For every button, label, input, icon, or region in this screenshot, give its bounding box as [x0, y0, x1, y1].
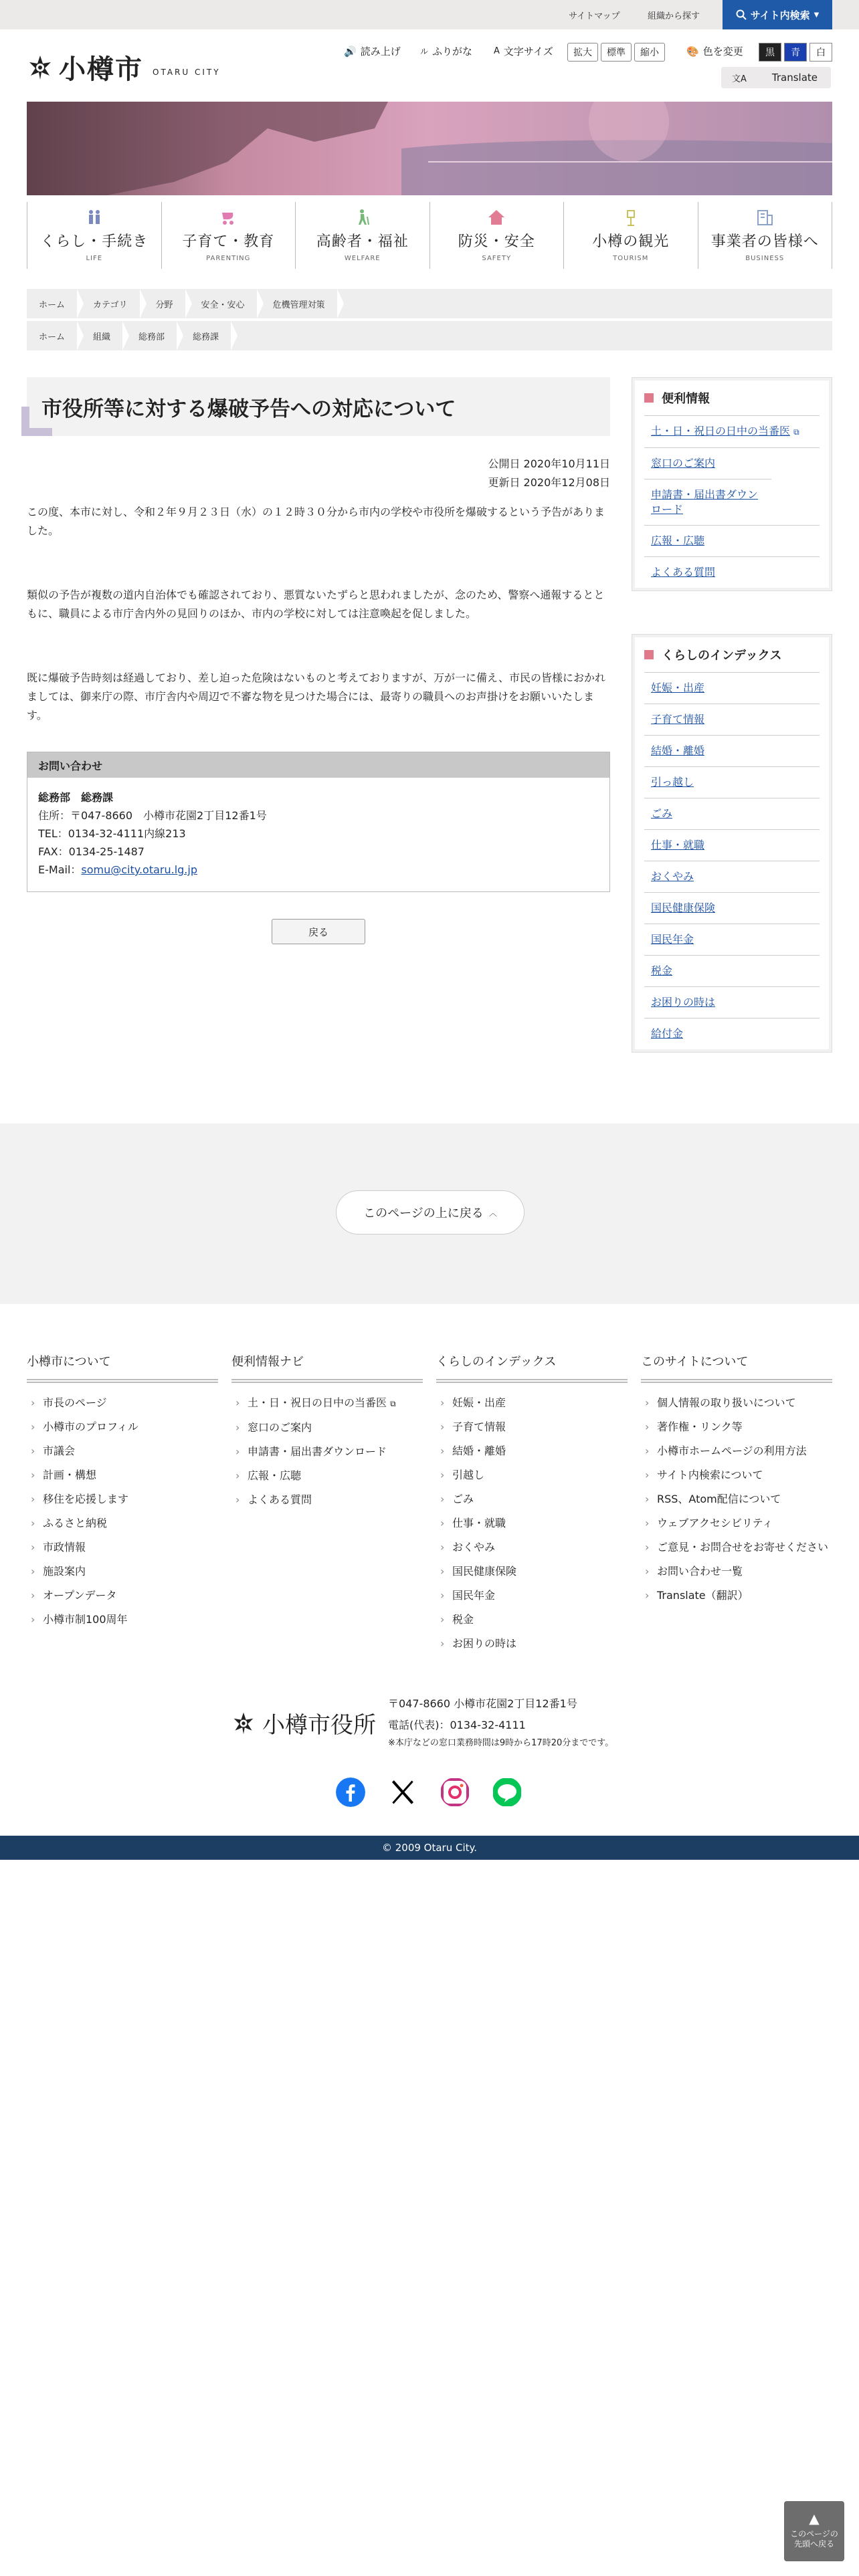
footer-col-title: 小樽市について: [27, 1352, 218, 1383]
footer-link[interactable]: › 移住を応援します: [27, 1487, 218, 1511]
copyright-text: © 2009 Otaru City.: [381, 1842, 478, 1854]
external-link-icon: ⧉: [793, 427, 799, 437]
sidebar-link[interactable]: 国民年金: [651, 933, 694, 946]
footer-col-title: 便利情報ナビ: [231, 1352, 423, 1383]
font-small-button[interactable]: 縮小: [634, 43, 665, 62]
contact-dept: 総務部 総務課: [38, 791, 114, 804]
logo-en: OTARU CITY: [153, 67, 221, 77]
footer-col-about: [27, 1352, 218, 1632]
footer-link[interactable]: › 広報・広聴: [231, 1464, 423, 1488]
triangle-up-icon: ▲: [809, 2510, 820, 2527]
site-search-label: サイト内検索: [750, 9, 810, 21]
nav-business-label: 事業者の皆様へ: [710, 233, 819, 250]
footer-tel: 電話(代表)：0134-32-4111: [388, 1719, 526, 1731]
sidebar-life-index: [632, 634, 832, 1053]
footer-link[interactable]: › 小樽市のプロフィル: [27, 1415, 218, 1439]
sidebar-item: [644, 1018, 820, 1049]
stroller-icon: [219, 209, 237, 226]
footer-col-life: [436, 1352, 628, 1656]
sidebar-item: [644, 924, 820, 955]
footer-address-line: 〒047-8660 小樽市花園2丁目12番1号: [388, 1697, 577, 1710]
translate-icon: 文A: [732, 74, 747, 84]
nav-business[interactable]: [698, 202, 833, 269]
footer-logo: [231, 1707, 376, 1739]
footer-link[interactable]: › 市長のページ: [27, 1391, 218, 1415]
breadcrumb-organization: [27, 321, 832, 350]
footer-link[interactable]: › おくやみ: [436, 1535, 628, 1560]
sidebar-item: [644, 892, 820, 924]
sidebar-link[interactable]: 国民健康保険: [651, 901, 716, 914]
breadcrumb-item[interactable]: 安全・安心: [189, 289, 261, 318]
heading-marker-icon: [644, 650, 654, 659]
contact-email-label: E-Mail：: [38, 863, 82, 876]
heading-marker-icon: [644, 393, 654, 403]
page-dates: [488, 455, 610, 492]
furigana-button[interactable]: [420, 44, 472, 58]
footer-logo-text: 小樽市役所: [262, 1712, 376, 1739]
family-icon: [86, 209, 103, 226]
contact-box: [27, 752, 610, 892]
footer-link[interactable]: › 著作権・リンク等: [641, 1415, 832, 1439]
footer-link[interactable]: › オープンデータ: [27, 1584, 218, 1608]
nav-tourism-label: 小樽の観光: [592, 233, 670, 250]
breadcrumb-item[interactable]: 危機管理対策: [261, 289, 341, 318]
footer-link[interactable]: › 税金: [436, 1608, 628, 1632]
sidebar-link[interactable]: 税金: [651, 964, 673, 977]
body-paragraph-3: 既に爆破予告時刻は経過しており、差し迫った危険はないものと考えておりますが、万が一に備え、市民の皆様におかれましては、御来庁の際、市庁舎内や周辺で不審な物を見つけた場合には、最寄りの職員へのお声掛けをお願いいたします。: [27, 671, 605, 722]
nav-safety-label: 防災・安全: [458, 233, 535, 250]
sidebar-item: [644, 798, 820, 829]
palette-icon: 🎨: [686, 45, 699, 58]
sidebar-link[interactable]: 結婚・離婚: [651, 744, 705, 757]
city-emblem-icon: [27, 54, 54, 81]
site-logo[interactable]: [27, 48, 221, 86]
sidebar-link[interactable]: 仕事・就職: [651, 839, 705, 851]
updated-date: 更新日 2020年12月08日: [488, 476, 610, 489]
nav-parenting[interactable]: [161, 202, 296, 269]
nav-safety[interactable]: [430, 202, 564, 269]
sidebar-item: [644, 829, 820, 861]
footer-link[interactable]: › ふるさと納税: [27, 1511, 218, 1535]
site-search-button[interactable]: [723, 0, 832, 29]
page-title: 市役所等に対する爆破予告への対応について: [41, 397, 456, 421]
copyright-bar: [0, 1836, 859, 1860]
sidebar-life-title: くらしのインデックス: [662, 649, 782, 663]
contact-fax: FAX：0134-25-1487: [38, 845, 145, 858]
footer-link[interactable]: › 小樽市ホームページの利用方法: [641, 1439, 832, 1463]
sidebar-item: [644, 525, 820, 556]
title-decoration: [21, 407, 52, 436]
building-icon: [756, 209, 773, 226]
hero-image: [27, 102, 832, 195]
global-nav: [27, 202, 832, 269]
font-size-label: 文字サイズ: [503, 45, 553, 58]
translate-button[interactable]: [721, 67, 831, 88]
sidebar-item: [644, 766, 820, 798]
chevron-down-icon: ▼: [814, 11, 820, 19]
house-icon: [488, 209, 505, 226]
x-icon[interactable]: [388, 1778, 417, 1807]
back-to-top-button[interactable]: [336, 1190, 524, 1235]
footer-col-navi: [231, 1352, 423, 1512]
footer-link[interactable]: › 引越し: [436, 1463, 628, 1487]
speaker-icon: 🔊: [344, 45, 357, 58]
footer-link[interactable]: › 小樽市制100周年: [27, 1608, 218, 1632]
footer-link[interactable]: › 施設案内: [27, 1560, 218, 1584]
sidebar-link[interactable]: 給付金: [651, 1027, 684, 1040]
breadcrumb-item[interactable]: 分野: [144, 289, 189, 318]
sidebar-item: [644, 479, 771, 525]
external-link-icon: ⧉: [390, 1399, 396, 1408]
translate-label: Translate: [771, 72, 818, 84]
sidebar-item: [644, 415, 820, 447]
facebook-icon[interactable]: [336, 1778, 365, 1807]
footer-link[interactable]: › 個人情報の取り扱いについて: [641, 1391, 832, 1415]
nav-life[interactable]: [27, 202, 161, 269]
footer-link[interactable]: › お困りの時は: [436, 1632, 628, 1656]
footer-address: [388, 1693, 613, 1751]
contact-tel: TEL：0134-32-4111内線213: [38, 827, 186, 840]
breadcrumb-item[interactable]: カテゴリ: [81, 289, 143, 318]
color-change-label-group: [686, 44, 743, 58]
color-blue-button[interactable]: 青: [784, 43, 807, 62]
font-large-button[interactable]: 拡大: [567, 43, 598, 62]
breadcrumb-item[interactable]: ホーム: [27, 321, 81, 350]
sidebar-convenience-title: 便利情報: [662, 392, 710, 406]
footer-link[interactable]: › ウェブアクセシビリティ: [641, 1511, 832, 1535]
nav-tourism[interactable]: [563, 202, 698, 269]
footer-link[interactable]: › 結婚・離婚: [436, 1439, 628, 1463]
nav-life-label: くらし・手続き: [40, 233, 149, 250]
footer-link[interactable]: [231, 1391, 423, 1416]
sidebar-item: [644, 735, 820, 766]
sidebar-link-pr[interactable]: 広報・広聴: [651, 534, 705, 547]
sidebar-link-faq[interactable]: よくある質問: [651, 566, 716, 578]
page-title-box: [27, 377, 610, 436]
footer-link[interactable]: › 子育て情報: [436, 1415, 628, 1439]
footer-link[interactable]: › 申請書・届出書ダウンロード: [231, 1440, 423, 1464]
nav-safety-en: SAFETY: [482, 255, 512, 262]
read-aloud-button[interactable]: [344, 44, 401, 58]
nav-tourism-en: TOURISM: [613, 255, 649, 262]
sidebar-link[interactable]: 妊娠・出産: [651, 681, 705, 694]
footer-link[interactable]: › よくある質問: [231, 1488, 423, 1512]
search-icon: [736, 9, 747, 20]
sidebar-item: [644, 447, 820, 479]
sidebar-link-on-duty-doctor[interactable]: 土・日・祝日の日中の当番医: [651, 425, 791, 437]
nav-welfare-en: WELFARE: [344, 255, 381, 262]
sidebar-link-window[interactable]: 窓口のご案内: [651, 457, 716, 469]
elderly-walking-icon: [354, 209, 371, 226]
sidebar-item: [644, 955, 820, 986]
footer-hours-note: ※本庁などの窓口業務時間は9時から17時20分までです。: [388, 1738, 614, 1748]
footer-link[interactable]: › ご意見・お問合せをお寄せください: [641, 1535, 832, 1560]
breadcrumb-item[interactable]: 総務課: [181, 321, 235, 350]
sidebar-link[interactable]: ごみ: [651, 807, 673, 820]
footer-link[interactable]: › サイト内検索について: [641, 1463, 832, 1487]
font-size-label-group: [494, 44, 553, 58]
footer-link[interactable]: › 妊娠・出産: [436, 1391, 628, 1415]
sitemap-link[interactable]: サイトマップ: [569, 11, 620, 21]
footer-link-text: 土・日・祝日の日中の当番医: [248, 1396, 387, 1409]
back-button[interactable]: 戻る: [272, 919, 365, 944]
footer-link[interactable]: › 計画・構想: [27, 1463, 218, 1487]
footer-link[interactable]: › RSS、Atom配信について: [641, 1487, 832, 1511]
footer-link[interactable]: › 市政情報: [27, 1535, 218, 1560]
color-change-label: 色を変更: [702, 45, 743, 58]
instagram-icon[interactable]: [440, 1778, 470, 1807]
breadcrumb-item[interactable]: ホーム: [27, 289, 81, 318]
nav-welfare[interactable]: [295, 202, 430, 269]
city-emblem-icon: [231, 1711, 256, 1735]
top-utility-bar: [0, 0, 859, 29]
contact-email-row: [38, 861, 599, 879]
contact-address: 住所：〒047-8660 小樽市花園2丁目12番1号: [38, 809, 267, 822]
sidebar-item: [644, 861, 820, 892]
floating-page-top-button[interactable]: [784, 2501, 844, 2561]
sidebar-item: [644, 704, 820, 735]
sidebar-link-forms[interactable]: 申請書・届出書ダウンロード: [651, 488, 759, 516]
footer-link[interactable]: › Translate（翻訳）: [641, 1584, 832, 1608]
furigana-label: ふりがな: [432, 45, 473, 58]
sidebar-item: [644, 672, 820, 704]
sidebar-item: [644, 986, 820, 1018]
published-date: 公開日 2020年10月11日: [488, 457, 610, 470]
read-aloud-label: 読み上げ: [360, 45, 401, 58]
back-to-top-label: このページの上に戻る: [363, 1206, 484, 1220]
contact-heading: お問い合わせ: [27, 752, 609, 778]
sidebar-convenience-heading: [635, 381, 829, 415]
footer-link[interactable]: › 国民健康保険: [436, 1560, 628, 1584]
body-paragraph-2: 類似の予告が複数の道内自治体でも確認されており、悪質ないたずらと思われましたが、念のため、警察へ通報するとともに、職員による市庁舎内外の見回りのほか、市内の学校に対しては注意喚起を促しました。: [27, 588, 605, 620]
furigana-icon: ル: [420, 47, 429, 56]
footer-link[interactable]: › 国民年金: [436, 1584, 628, 1608]
contact-email-link[interactable]: somu@city.otaru.lg.jp: [81, 863, 197, 876]
sidebar-convenience: [632, 377, 832, 591]
color-white-button[interactable]: 白: [809, 43, 832, 62]
org-search-link[interactable]: 組織から探す: [648, 11, 700, 21]
footer-link[interactable]: › お問い合わせ一覧: [641, 1560, 832, 1584]
footer-col-title: くらしのインデックス: [436, 1352, 628, 1383]
breadcrumb-category: [27, 289, 832, 318]
footer-link[interactable]: › 窓口のご案内: [231, 1416, 423, 1440]
footer-link[interactable]: › 仕事・就職: [436, 1511, 628, 1535]
floating-page-top-label: このページの先頭へ戻る: [790, 2529, 838, 2549]
breadcrumb-item[interactable]: 組織: [81, 321, 126, 350]
line-icon[interactable]: [492, 1778, 522, 1807]
main-content: [27, 377, 610, 722]
sidebar-link[interactable]: おくやみ: [651, 870, 694, 883]
sidebar-link[interactable]: 子育て情報: [651, 713, 705, 726]
sidebar-life-heading: [635, 637, 829, 672]
nav-parenting-en: PARENTING: [206, 255, 251, 262]
nav-welfare-label: 高齢者・福祉: [316, 233, 409, 250]
breadcrumb-item[interactable]: 総務部: [126, 321, 181, 350]
sidebar-item: [644, 556, 820, 588]
nav-business-en: BUSINESS: [745, 255, 785, 262]
font-standard-button[interactable]: 標準: [601, 43, 632, 62]
footer-link[interactable]: › 市議会: [27, 1439, 218, 1463]
nav-parenting-label: 子育て・教育: [182, 233, 275, 250]
footer-link[interactable]: › ごみ: [436, 1487, 628, 1511]
footer-col-title: このサイトについて: [641, 1352, 832, 1383]
footer-col-site: [641, 1352, 832, 1608]
color-black-button[interactable]: 黒: [759, 43, 781, 62]
font-size-icon: A: [494, 46, 500, 56]
chevron-up-icon: ︿: [488, 1208, 497, 1218]
body-paragraph-1: この度、本市に対し、令和２年９月２３日（水）の１２時３０分から市内の学校や市役所を爆破するという予告がありました。: [27, 506, 605, 537]
logo-title: 小樽市: [59, 53, 143, 85]
cherry-blossom-harbor-image: [27, 102, 832, 195]
nav-life-en: LIFE: [86, 255, 103, 262]
sidebar-link[interactable]: お困りの時は: [651, 996, 716, 1008]
gas-lamp-icon: [622, 209, 640, 226]
sidebar-link[interactable]: 引っ越し: [651, 776, 694, 788]
